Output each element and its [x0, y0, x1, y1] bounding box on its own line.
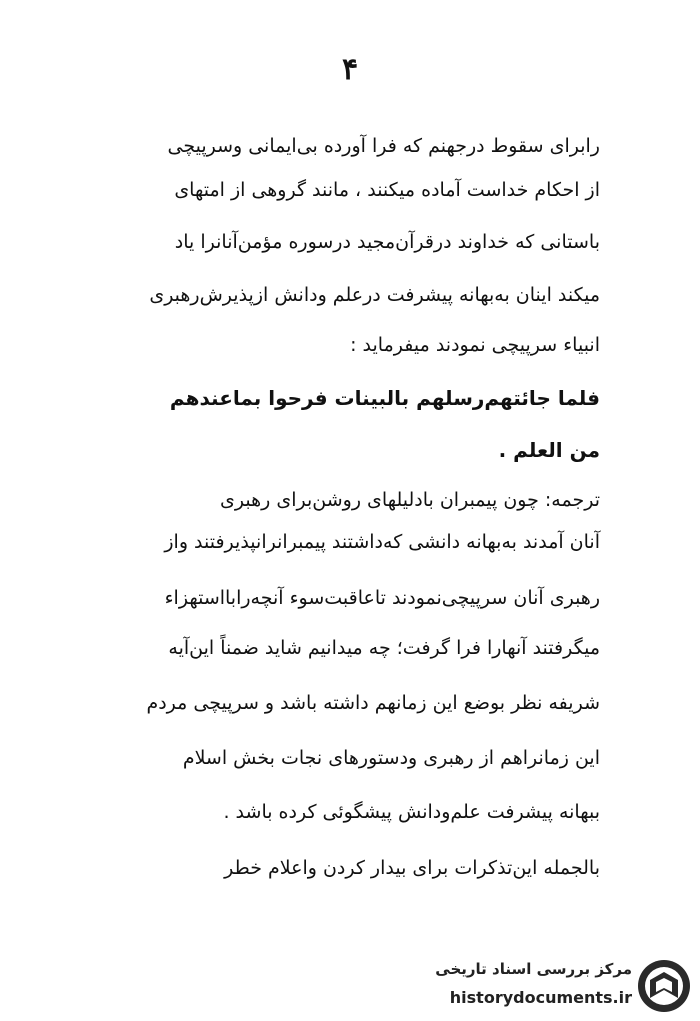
watermark	[412, 958, 692, 1018]
text-line: میگرفتند آنهارا فرا گرفت؛ چه میدانیم شاید ضمناً این‌آیه	[168, 637, 600, 659]
watermark-title: مرکز بررسی اسناد تاریخی	[435, 960, 632, 978]
page-number: ۴	[341, 52, 359, 87]
text-line: ترجمه: چون پیمبران بادلیلهای روشن‌برای رهبری	[220, 489, 600, 511]
text-line: میکند اینان به‌بهانه پیشرفت درعلم ودانش ازپذیرش‌رهبری	[149, 284, 600, 306]
text-line: انبیاء سرپیچی نمودند میفرماید :	[350, 334, 600, 356]
watermark-url: historydocuments.ir	[449, 988, 632, 1007]
text-line: شریفه نظر بوضع این زمانهم داشته باشد و سرپیچی مردم	[146, 692, 600, 714]
text-line: باستانی که خداوند درقرآن‌مجید درسوره مؤمن‌آنانرا یاد	[174, 231, 600, 253]
text-line: رابرای سقوط درجهنم که فرا آورده بی‌ایمانی وسرپیچی	[167, 135, 600, 157]
text-line: این زمانراهم از رهبری ودستورهای نجات بخش اسلام	[182, 747, 600, 769]
text-line: بالجمله این‌تذکرات برای بیدار کردن واعلام خطر	[224, 857, 600, 879]
text-line: ببهانه پیشرفت علم‌ودانش پیشگوئی کرده باشد .	[223, 801, 600, 823]
text-line: رهبری آنان سرپیچی‌نمودند تاعاقبت‌سوء آنچه‌رابااستهزاء	[164, 587, 600, 609]
verse-line: من العلم .	[498, 438, 600, 462]
text-line: آنان آمدند به‌بهانه دانشی که‌داشتند پیمبرانرانپذیرفتند واز	[164, 531, 600, 553]
document-center-logo-icon	[636, 958, 692, 1014]
text-line: از احکام خداست آماده میکنند ، مانند گروهی از امتهای	[174, 179, 600, 201]
verse-line: فلما جائتهم‌رسلهم بالبینات فرحوا بما‌عندهم	[169, 386, 600, 410]
